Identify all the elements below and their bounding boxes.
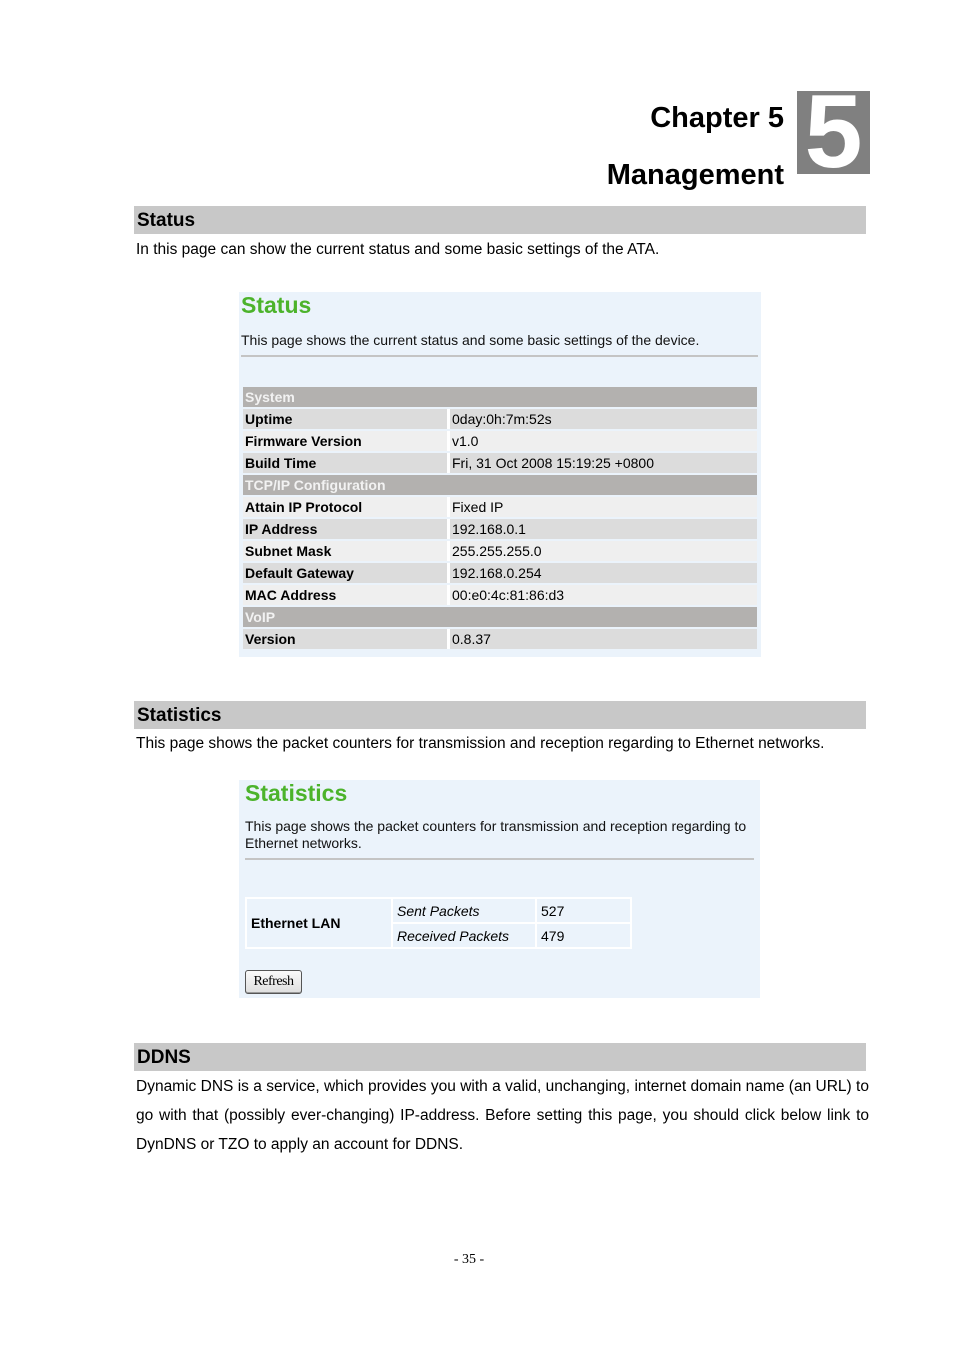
group-header	[243, 475, 757, 495]
refresh-button[interactable]: Refresh	[245, 970, 302, 994]
section-text-ddns: Dynamic DNS is a service, which provides you with a valid, unchanging, internet domain name (an URL) to go with that (possibly ever-changing) IP-address. Before setting this page, you should click below link to DynDNS or TZO to apply an account for DDNS.	[136, 1078, 869, 1153]
received-value: 479	[536, 923, 631, 948]
field-value: 0day:0h:7m:52s	[450, 409, 757, 429]
status-panel-title: Status	[241, 292, 312, 318]
group-header	[243, 607, 757, 627]
group-title: System	[243, 387, 757, 407]
table-row	[243, 563, 757, 583]
statistics-panel-title: Statistics	[245, 780, 348, 806]
field-label: MAC Address	[243, 585, 450, 605]
table-row	[243, 585, 757, 605]
section-heading-ddns: DDNS	[134, 1043, 866, 1071]
section-heading-status: Status	[134, 206, 866, 234]
field-label: Attain IP Protocol	[243, 497, 450, 517]
field-value: v1.0	[450, 431, 757, 451]
table-row	[243, 541, 757, 561]
group-title: VoIP	[243, 607, 757, 627]
section-heading-statistics: Statistics	[134, 701, 866, 729]
field-value: Fixed IP	[450, 497, 757, 517]
divider	[241, 355, 758, 357]
statistics-panel	[239, 780, 760, 998]
group-header	[243, 387, 757, 407]
chapter-label: Chapter 5	[650, 102, 784, 134]
status-panel-description: This page shows the current status and some basic settings of the device.	[241, 332, 700, 348]
sent-value: 527	[536, 898, 631, 923]
section-text-status: In this page can show the current status and some basic settings of the ATA.	[136, 241, 660, 258]
table-row	[243, 431, 757, 451]
table-row	[243, 497, 757, 517]
table-row	[243, 519, 757, 539]
divider	[245, 858, 754, 860]
field-label: Build Time	[243, 453, 450, 473]
page-number: - 35 -	[453, 1252, 485, 1267]
field-value: 255.255.255.0	[450, 541, 757, 561]
received-label: Received Packets	[392, 923, 536, 948]
table-row	[246, 898, 631, 923]
group-title: TCP/IP Configuration	[243, 475, 757, 495]
field-label: IP Address	[243, 519, 450, 539]
chapter-title: Management	[606, 159, 784, 191]
field-value: Fri, 31 Oct 2008 15:19:25 +0800	[450, 453, 757, 473]
field-label: Uptime	[243, 409, 450, 429]
status-table	[243, 385, 757, 651]
field-value: 00:e0:4c:81:86:d3	[450, 585, 757, 605]
table-row	[243, 409, 757, 429]
section-text-statistics: This page shows the packet counters for transmission and reception regarding to Ethernet networks.	[136, 735, 825, 752]
chapter-number-badge: 5	[797, 91, 870, 174]
table-row	[243, 629, 757, 649]
field-value: 192.168.0.1	[450, 519, 757, 539]
interface-name: Ethernet LAN	[246, 898, 392, 948]
sent-label: Sent Packets	[392, 898, 536, 923]
table-row	[243, 453, 757, 473]
field-label: Firmware Version	[243, 431, 450, 451]
statistics-table	[245, 897, 632, 949]
field-label: Subnet Mask	[243, 541, 450, 561]
field-value: 0.8.37	[450, 629, 757, 649]
statistics-panel-description: This page shows the packet counters for transmission and reception regarding to Ethernet networks.	[245, 818, 747, 851]
field-value: 192.168.0.254	[450, 563, 757, 583]
field-label: Default Gateway	[243, 563, 450, 583]
field-label: Version	[243, 629, 450, 649]
